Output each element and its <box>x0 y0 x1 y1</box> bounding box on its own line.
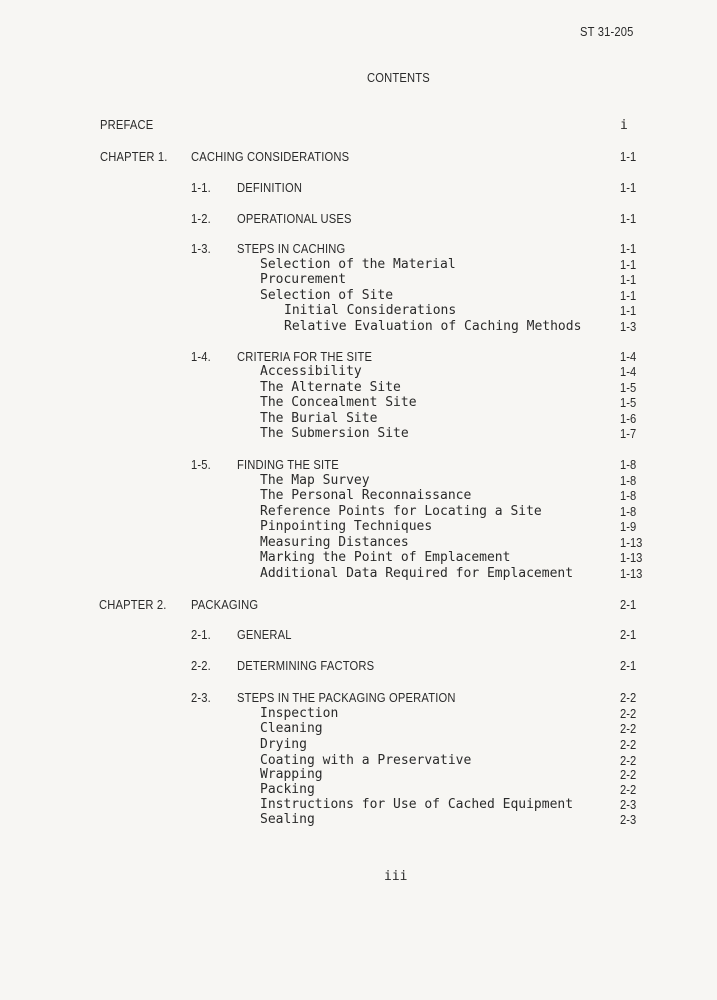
toc-entry-title: Inspection <box>260 706 339 721</box>
toc-section-page: 1-8 <box>620 457 637 472</box>
toc-chapter-2-title: PACKAGING <box>191 597 259 612</box>
toc-entry-page: 1-13 <box>620 550 643 565</box>
toc-section-num: 1-3. <box>191 241 211 256</box>
toc-entry-title: Pinpointing Techniques <box>260 519 433 534</box>
toc-entry-page: 1-13 <box>620 566 643 581</box>
toc-entry-page: 2-2 <box>620 706 637 721</box>
toc-section-title: DEFINITION <box>237 180 303 195</box>
toc-entry-page: 2-3 <box>620 812 637 827</box>
toc-chapter-2-label: CHAPTER 2. <box>99 597 167 612</box>
toc-section-num: 1-4. <box>191 349 211 364</box>
toc-section-num: 1-5. <box>191 457 211 472</box>
toc-section-page: 1-1 <box>620 180 637 195</box>
toc-entry-page: 1-5 <box>620 395 637 410</box>
toc-section-title: CRITERIA FOR THE SITE <box>237 349 373 364</box>
toc-entry-title: The Burial Site <box>260 411 378 426</box>
toc-entry-title: Drying <box>260 737 307 752</box>
toc-entry-title: The Personal Reconnaissance <box>260 488 472 503</box>
toc-preface-label: PREFACE <box>100 117 154 132</box>
toc-entry-page: 2-2 <box>620 721 637 736</box>
toc-section-num: 2-3. <box>191 690 211 705</box>
page-title: CONTENTS <box>367 70 430 85</box>
toc-entry-page: 2-2 <box>620 767 637 782</box>
toc-entry-title: Additional Data Required for Emplacement <box>260 566 574 581</box>
toc-section-title: STEPS IN THE PACKAGING OPERATION <box>237 690 456 705</box>
toc-entry-page: 1-9 <box>620 519 637 534</box>
toc-section-page: 2-1 <box>620 658 637 673</box>
toc-entry-title: Initial Considerations <box>284 303 457 318</box>
toc-entry-page: 2-2 <box>620 753 637 768</box>
toc-entry-page: 2-3 <box>620 797 637 812</box>
toc-entry-page: 1-1 <box>620 288 637 303</box>
toc-entry-title: The Submersion Site <box>260 426 409 441</box>
toc-chapter-1-page: 1-1 <box>620 149 637 164</box>
toc-entry-page: 1-13 <box>620 535 643 550</box>
toc-entry-page: 2-2 <box>620 737 637 752</box>
toc-entry-page: 1-8 <box>620 504 637 519</box>
toc-preface-page: i <box>620 118 628 133</box>
toc-entry-page: 1-4 <box>620 364 637 379</box>
toc-entry-title: Packing <box>260 782 315 797</box>
toc-section-num: 2-2. <box>191 658 211 673</box>
toc-entry-title: Instructions for Use of Cached Equipment <box>260 797 574 812</box>
toc-entry-title: Cleaning <box>260 721 323 736</box>
toc-entry-page: 1-8 <box>620 488 637 503</box>
toc-entry-page: 1-5 <box>620 380 637 395</box>
toc-entry-title: The Alternate Site <box>260 380 401 395</box>
toc-section-page: 2-2 <box>620 690 637 705</box>
toc-section-num: 2-1. <box>191 627 211 642</box>
toc-chapter-1-label: CHAPTER 1. <box>100 149 168 164</box>
toc-entry-title: Measuring Distances <box>260 535 409 550</box>
toc-section-page: 1-1 <box>620 211 637 226</box>
toc-section-title: GENERAL <box>237 627 292 642</box>
toc-section-page: 2-1 <box>620 627 637 642</box>
toc-entry-title: Procurement <box>260 272 347 287</box>
toc-entry-title: The Concealment Site <box>260 395 417 410</box>
toc-entry-page: 1-1 <box>620 272 637 287</box>
toc-section-num: 1-2. <box>191 211 211 226</box>
toc-entry-title: Accessibility <box>260 364 362 379</box>
toc-section-page: 1-4 <box>620 349 637 364</box>
toc-entry-page: 1-7 <box>620 426 637 441</box>
toc-entry-title: Coating with a Preservative <box>260 753 472 768</box>
document-number: ST 31-205 <box>580 24 634 39</box>
toc-entry-title: Marking the Point of Emplacement <box>260 550 511 565</box>
toc-section-page: 1-1 <box>620 241 637 256</box>
toc-chapter-2-page: 2-1 <box>620 597 637 612</box>
toc-section-title: FINDING THE SITE <box>237 457 339 472</box>
toc-entry-page: 2-2 <box>620 782 637 797</box>
toc-entry-title: Selection of the Material <box>260 257 456 272</box>
toc-entry-title: Selection of Site <box>260 288 394 303</box>
toc-entry-title: Reference Points for Locating a Site <box>260 504 542 519</box>
toc-section-title: STEPS IN CACHING <box>237 241 346 256</box>
toc-entry-title: Relative Evaluation of Caching Methods <box>284 319 582 334</box>
toc-chapter-1-title: CACHING CONSIDERATIONS <box>191 149 350 164</box>
toc-section-num: 1-1. <box>191 180 211 195</box>
toc-entry-title: The Map Survey <box>260 473 370 488</box>
toc-section-title: DETERMINING FACTORS <box>237 658 375 673</box>
toc-entry-page: 1-1 <box>620 303 637 318</box>
toc-entry-page: 1-1 <box>620 257 637 272</box>
toc-entry-title: Wrapping <box>260 767 323 782</box>
toc-entry-title: Sealing <box>260 812 315 827</box>
toc-entry-page: 1-6 <box>620 411 637 426</box>
toc-entry-page: 1-3 <box>620 319 637 334</box>
toc-entry-page: 1-8 <box>620 473 637 488</box>
toc-section-title: OPERATIONAL USES <box>237 211 352 226</box>
page-number: iii <box>384 869 408 884</box>
